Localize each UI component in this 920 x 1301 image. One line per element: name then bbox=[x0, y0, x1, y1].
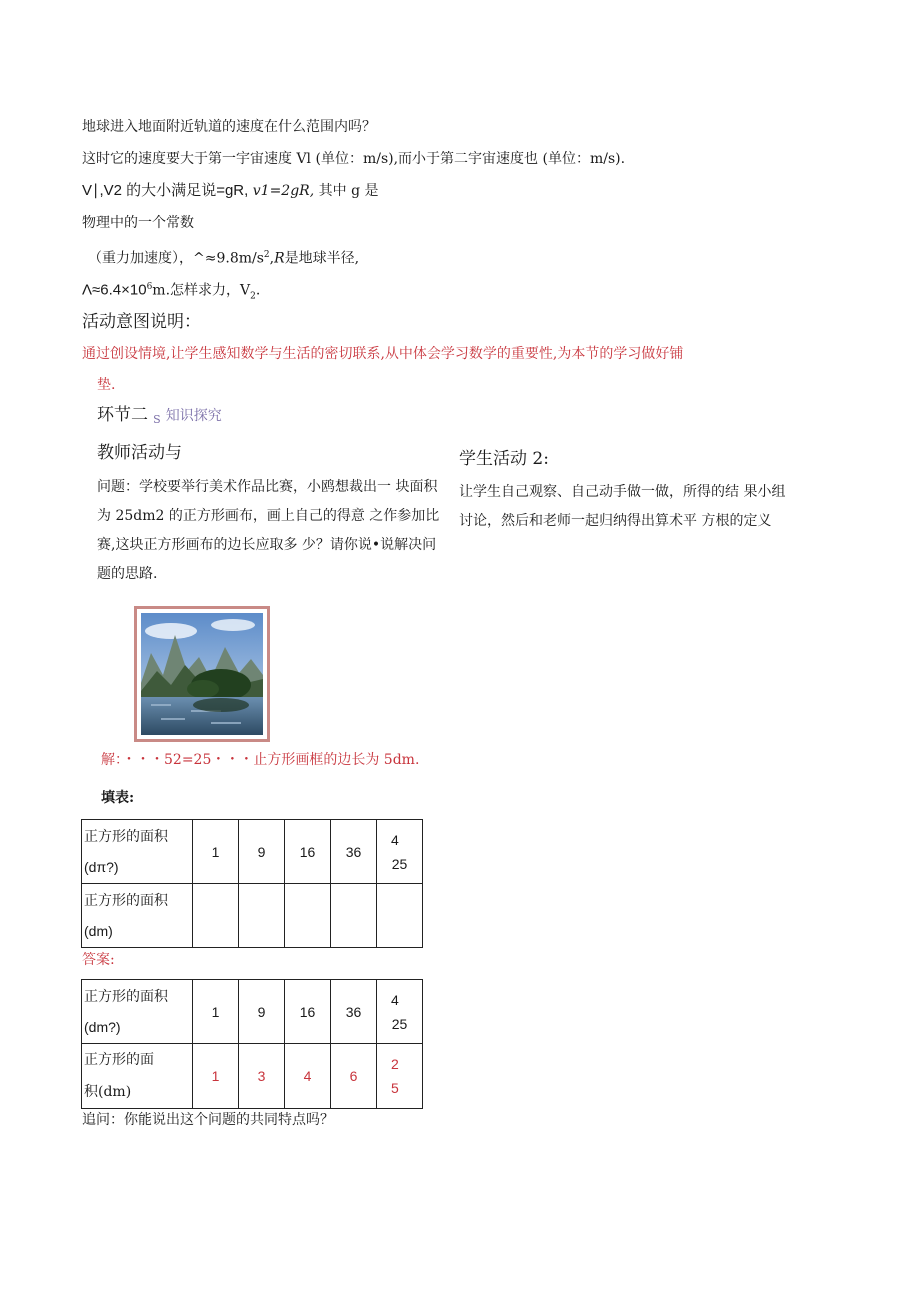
intent-title: 活动意图说明： bbox=[82, 312, 201, 332]
intro-line-3 bbox=[82, 181, 379, 201]
section-2-title: 环节二 bbox=[97, 405, 148, 425]
table-cell: 1 bbox=[193, 820, 239, 884]
table-cell-empty[interactable] bbox=[193, 884, 239, 948]
student-text: 让学生自己观察、自己动手做一做，所得的结 果小组讨论，然后和老师一起归纳得出算术平 方根的定义 bbox=[459, 484, 786, 529]
student-title: 学生活动 2: bbox=[459, 449, 549, 469]
row-header-line: 积(dm) bbox=[84, 1084, 132, 1100]
table-cell-empty[interactable] bbox=[331, 884, 377, 948]
table-cell: 36 bbox=[331, 980, 377, 1044]
answer-table bbox=[81, 979, 423, 1109]
table-cell-answer bbox=[377, 1044, 423, 1109]
row-header-line: 正方形的面积 bbox=[84, 988, 168, 1005]
table-cell: 16 bbox=[285, 980, 331, 1044]
landscape-photo bbox=[134, 606, 270, 742]
table-cell-answer: 4 bbox=[285, 1044, 331, 1109]
table-1-row-1-header bbox=[82, 820, 193, 884]
table-cell-empty[interactable] bbox=[285, 884, 331, 948]
intro-line-3-formula: V∣,V2 的大小满足说=gR, bbox=[82, 182, 249, 199]
table-cell-empty[interactable] bbox=[239, 884, 285, 948]
table-cell bbox=[377, 820, 423, 884]
table-row bbox=[82, 820, 423, 884]
cell-line: 25 bbox=[391, 855, 408, 872]
table-cell: 9 bbox=[239, 980, 285, 1044]
table-cell-answer: 3 bbox=[239, 1044, 285, 1109]
answer-label: 答案: bbox=[82, 952, 115, 968]
teacher-text: 问题：学校要举行美术作品比赛，小鸥想裁出一 块面积为 25dm2 的正方形画布，画上自己的得意 之作参加比赛,这块正方形画布的边长应取多 少？请你说•说解决问题的思路. bbox=[97, 479, 440, 582]
row-header-line: 正方形的面积 bbox=[84, 828, 168, 845]
table-cell: 1 bbox=[193, 980, 239, 1044]
intro-line-2 bbox=[82, 149, 625, 169]
table-cell-empty[interactable] bbox=[377, 884, 423, 948]
cell-line: 2 bbox=[391, 1056, 399, 1072]
teacher-title: 教师活动与 bbox=[97, 443, 182, 463]
intent-text-2: 垫. bbox=[97, 377, 116, 393]
table-row bbox=[82, 884, 423, 948]
row-header-line: (dm?) bbox=[84, 1018, 121, 1035]
intro-line-5-sup: 2 bbox=[263, 250, 270, 260]
table-1-row-2-header bbox=[82, 884, 193, 948]
intro-line-6-a: Λ≈6.4×10 bbox=[82, 281, 147, 299]
intent-text-1: 通过创设情境,让学生感知数学与生活的密切联系,从中体会学习数学的重要性,为本节的学习做好铺 bbox=[82, 346, 684, 362]
fill-table bbox=[81, 819, 423, 948]
cell-line: 5 bbox=[391, 1080, 399, 1096]
section-2-heading bbox=[97, 404, 222, 426]
intro-line-6-sup: 6 bbox=[146, 282, 153, 292]
table-row bbox=[82, 980, 423, 1044]
solution-text: 解：・・・52=25・・・止方形画框的边长为 5dm. bbox=[101, 752, 420, 768]
intro-line-6-sub: 2 bbox=[250, 291, 256, 302]
row-header-line: 正方形的面积 bbox=[84, 892, 168, 909]
cell-line: 4 bbox=[391, 831, 399, 848]
cell-line: 25 bbox=[391, 1015, 408, 1032]
row-header-line: 正方形的面 bbox=[84, 1052, 154, 1068]
row-header-line: (dπ?) bbox=[84, 858, 119, 875]
table-cell: 9 bbox=[239, 820, 285, 884]
intro-line-6-c: . bbox=[255, 282, 261, 299]
fill-table-label: 填表: bbox=[101, 790, 135, 806]
followup-question: 追问：你能说出这个问题的共同特点吗？ bbox=[82, 1112, 334, 1128]
table-cell: 16 bbox=[285, 820, 331, 884]
row-header-line: (dm) bbox=[84, 922, 113, 939]
intro-line-1: 地球进入地面附近轨道的速度在什么范围内吗？ bbox=[82, 119, 376, 135]
intro-line-5-b: , bbox=[269, 250, 275, 267]
table-cell: 36 bbox=[331, 820, 377, 884]
intro-line-2-text: 这时它的速度要大于第一宇宙速度 Vl (单位：m/s),而小于第二宇宙速度也 (单位：m/s). bbox=[82, 151, 626, 167]
intro-line-4: 物理中的一个常数 bbox=[82, 215, 194, 231]
intro-line-3-italic: v1=2gR, bbox=[252, 183, 315, 199]
section-2-sub-s: S bbox=[153, 413, 161, 426]
landscape-illustration bbox=[141, 613, 263, 735]
table-cell-answer: 1 bbox=[193, 1044, 239, 1109]
table-2-row-1-header bbox=[82, 980, 193, 1044]
intro-line-6-b: m.怎样求力，V bbox=[152, 282, 251, 299]
section-2-sub-text: 知识探究 bbox=[165, 408, 222, 424]
cell-line: 4 bbox=[391, 991, 399, 1008]
intro-line-3-tail: 其中 g 是 bbox=[318, 183, 379, 199]
intro-line-5 bbox=[88, 245, 359, 269]
intro-line-5-a: （重力加速度），^≈9.8m/s bbox=[88, 250, 264, 267]
intro-line-5-c: R bbox=[274, 250, 285, 267]
table-cell bbox=[377, 980, 423, 1044]
table-2-row-2-header bbox=[82, 1044, 193, 1109]
intro-line-5-d: 是地球半径, bbox=[284, 250, 360, 267]
table-row bbox=[82, 1044, 423, 1109]
intro-line-6 bbox=[82, 277, 260, 306]
table-cell-answer: 6 bbox=[331, 1044, 377, 1109]
